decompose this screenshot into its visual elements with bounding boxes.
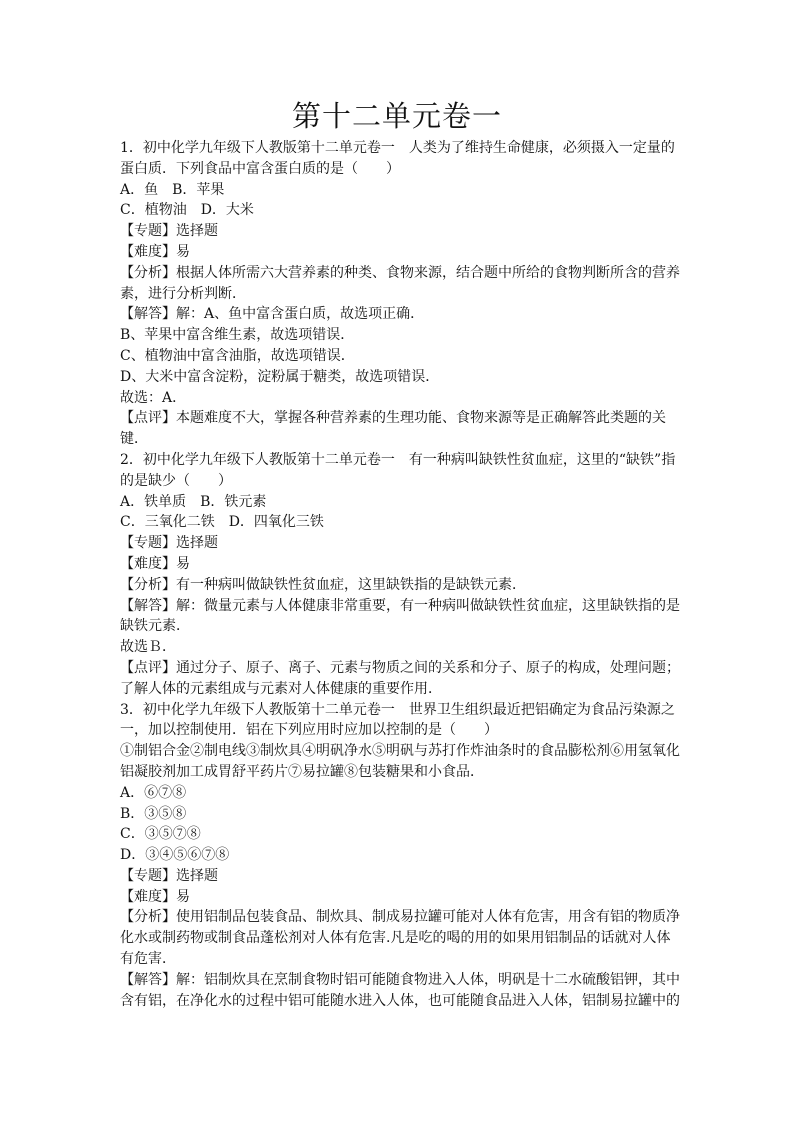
text-line: 的是缺少（ ） bbox=[120, 472, 232, 489]
text-line: 故选：A． bbox=[120, 389, 187, 406]
text-line: 【分析】有一种病叫做缺铁性贫血症，这里缺铁指的是缺铁元素． bbox=[120, 576, 526, 593]
text-line: 【点评】本题难度不大，掌握各种营养素的生理功能、食物来源等是正确解答此类题的关 bbox=[120, 410, 666, 427]
text-line: 【专题】选择题 bbox=[120, 867, 218, 884]
text-line: B．③⑤⑧ bbox=[120, 805, 187, 822]
text-line: 蛋白质．下列食品中富含蛋白质的是（ ） bbox=[120, 160, 400, 177]
text-line: 【解答】解：铝制炊具在烹制食物时铝可能随食物进入人体，明矾是十二水硫酸铝钾，其中 bbox=[120, 971, 680, 988]
text-line: 【点评】通过分子、原子、离子、元素与物质之间的关系和分子、原子的构成，处理问题； bbox=[120, 659, 680, 676]
text-line: 缺铁元素． bbox=[120, 618, 190, 635]
text-line: 有危害． bbox=[120, 951, 176, 968]
text-line: A．鱼 B．苹果 bbox=[120, 181, 225, 198]
text-line: ①制铝合金②制电线③制炊具④明矾净水⑤明矾与苏打作炸油条时的食品膨松剂⑥用氢氧化 bbox=[120, 743, 680, 760]
text-line: 【解答】解：微量元素与人体健康非常重要，有一种病叫做缺铁性贫血症，这里缺铁指的是 bbox=[120, 597, 680, 614]
text-line: 【分析】根据人体所需六大营养素的种类、食物来源，结合题中所给的食物判断所含的营养 bbox=[120, 264, 680, 281]
text-line: D、大米中富含淀粉，淀粉属于糖类，故选项错误． bbox=[120, 368, 440, 385]
text-line: C．植物油 D．大米 bbox=[120, 202, 254, 219]
text-line: D．③④⑤⑥⑦⑧ bbox=[120, 847, 230, 864]
text-line: 【解答】解：A、鱼中富含蛋白质，故选项正确． bbox=[120, 306, 425, 323]
text-line: 【分析】使用铝制品包装食品、制炊具、制成易拉罐可能对人体有危害，用含有铝的物质净 bbox=[120, 909, 680, 926]
text-line: 2．初中化学九年级下人教版第十二单元卷一 有一种病叫缺铁性贫血症，这里的“缺铁”指 bbox=[120, 451, 676, 468]
text-line: 【专题】选择题 bbox=[120, 535, 218, 552]
text-line: 素，进行分析判断． bbox=[120, 285, 246, 302]
text-line: 含有铝，在净化水的过程中铝可能随水进入人体，也可能随食品进入人体，铝制易拉罐中的 bbox=[120, 992, 680, 1009]
text-line: A．铁单质 B．铁元素 bbox=[120, 493, 267, 510]
text-line: C．③⑤⑦⑧ bbox=[120, 826, 201, 843]
text-line: C．三氧化二铁 D．四氧化三铁 bbox=[120, 514, 324, 531]
text-line: 化水或制药物或制食品蓬松剂对人体有危害.凡是吃的喝的用的如果用铝制品的话就对人体 bbox=[120, 930, 671, 947]
text-line: 【难度】易 bbox=[120, 555, 190, 572]
text-line: C、植物油中富含油脂，故选项错误． bbox=[120, 347, 355, 364]
text-line: 故选Ｂ． bbox=[120, 639, 176, 656]
text-line: 【难度】易 bbox=[120, 243, 190, 260]
text-line: 一，加以控制使用．铝在下列应用时应加以控制的是（ ） bbox=[120, 722, 498, 739]
document-title: 第十二单元卷一 bbox=[291, 99, 502, 133]
text-line: 【难度】易 bbox=[120, 888, 190, 905]
text-line: 【专题】选择题 bbox=[120, 223, 218, 240]
text-line: 铝凝胶剂加工成胃舒平药片⑦易拉罐⑧包装糖果和小食品． bbox=[120, 763, 484, 780]
text-line: A．⑥⑦⑧ bbox=[120, 784, 187, 801]
text-line: 3．初中化学九年级下人教版第十二单元卷一 世界卫生组织最近把铝确定为食品污染源之 bbox=[120, 701, 675, 718]
document-body bbox=[120, 138, 680, 1011]
text-line: 了解人体的元素组成与元素对人体健康的重要作用． bbox=[120, 680, 442, 697]
text-line: 键． bbox=[120, 431, 148, 448]
text-line: B、苹果中富含维生素，故选项错误． bbox=[120, 327, 355, 344]
text-line: 1．初中化学九年级下人教版第十二单元卷一 人类为了维持生命健康，必须摄入一定量的 bbox=[120, 140, 675, 156]
